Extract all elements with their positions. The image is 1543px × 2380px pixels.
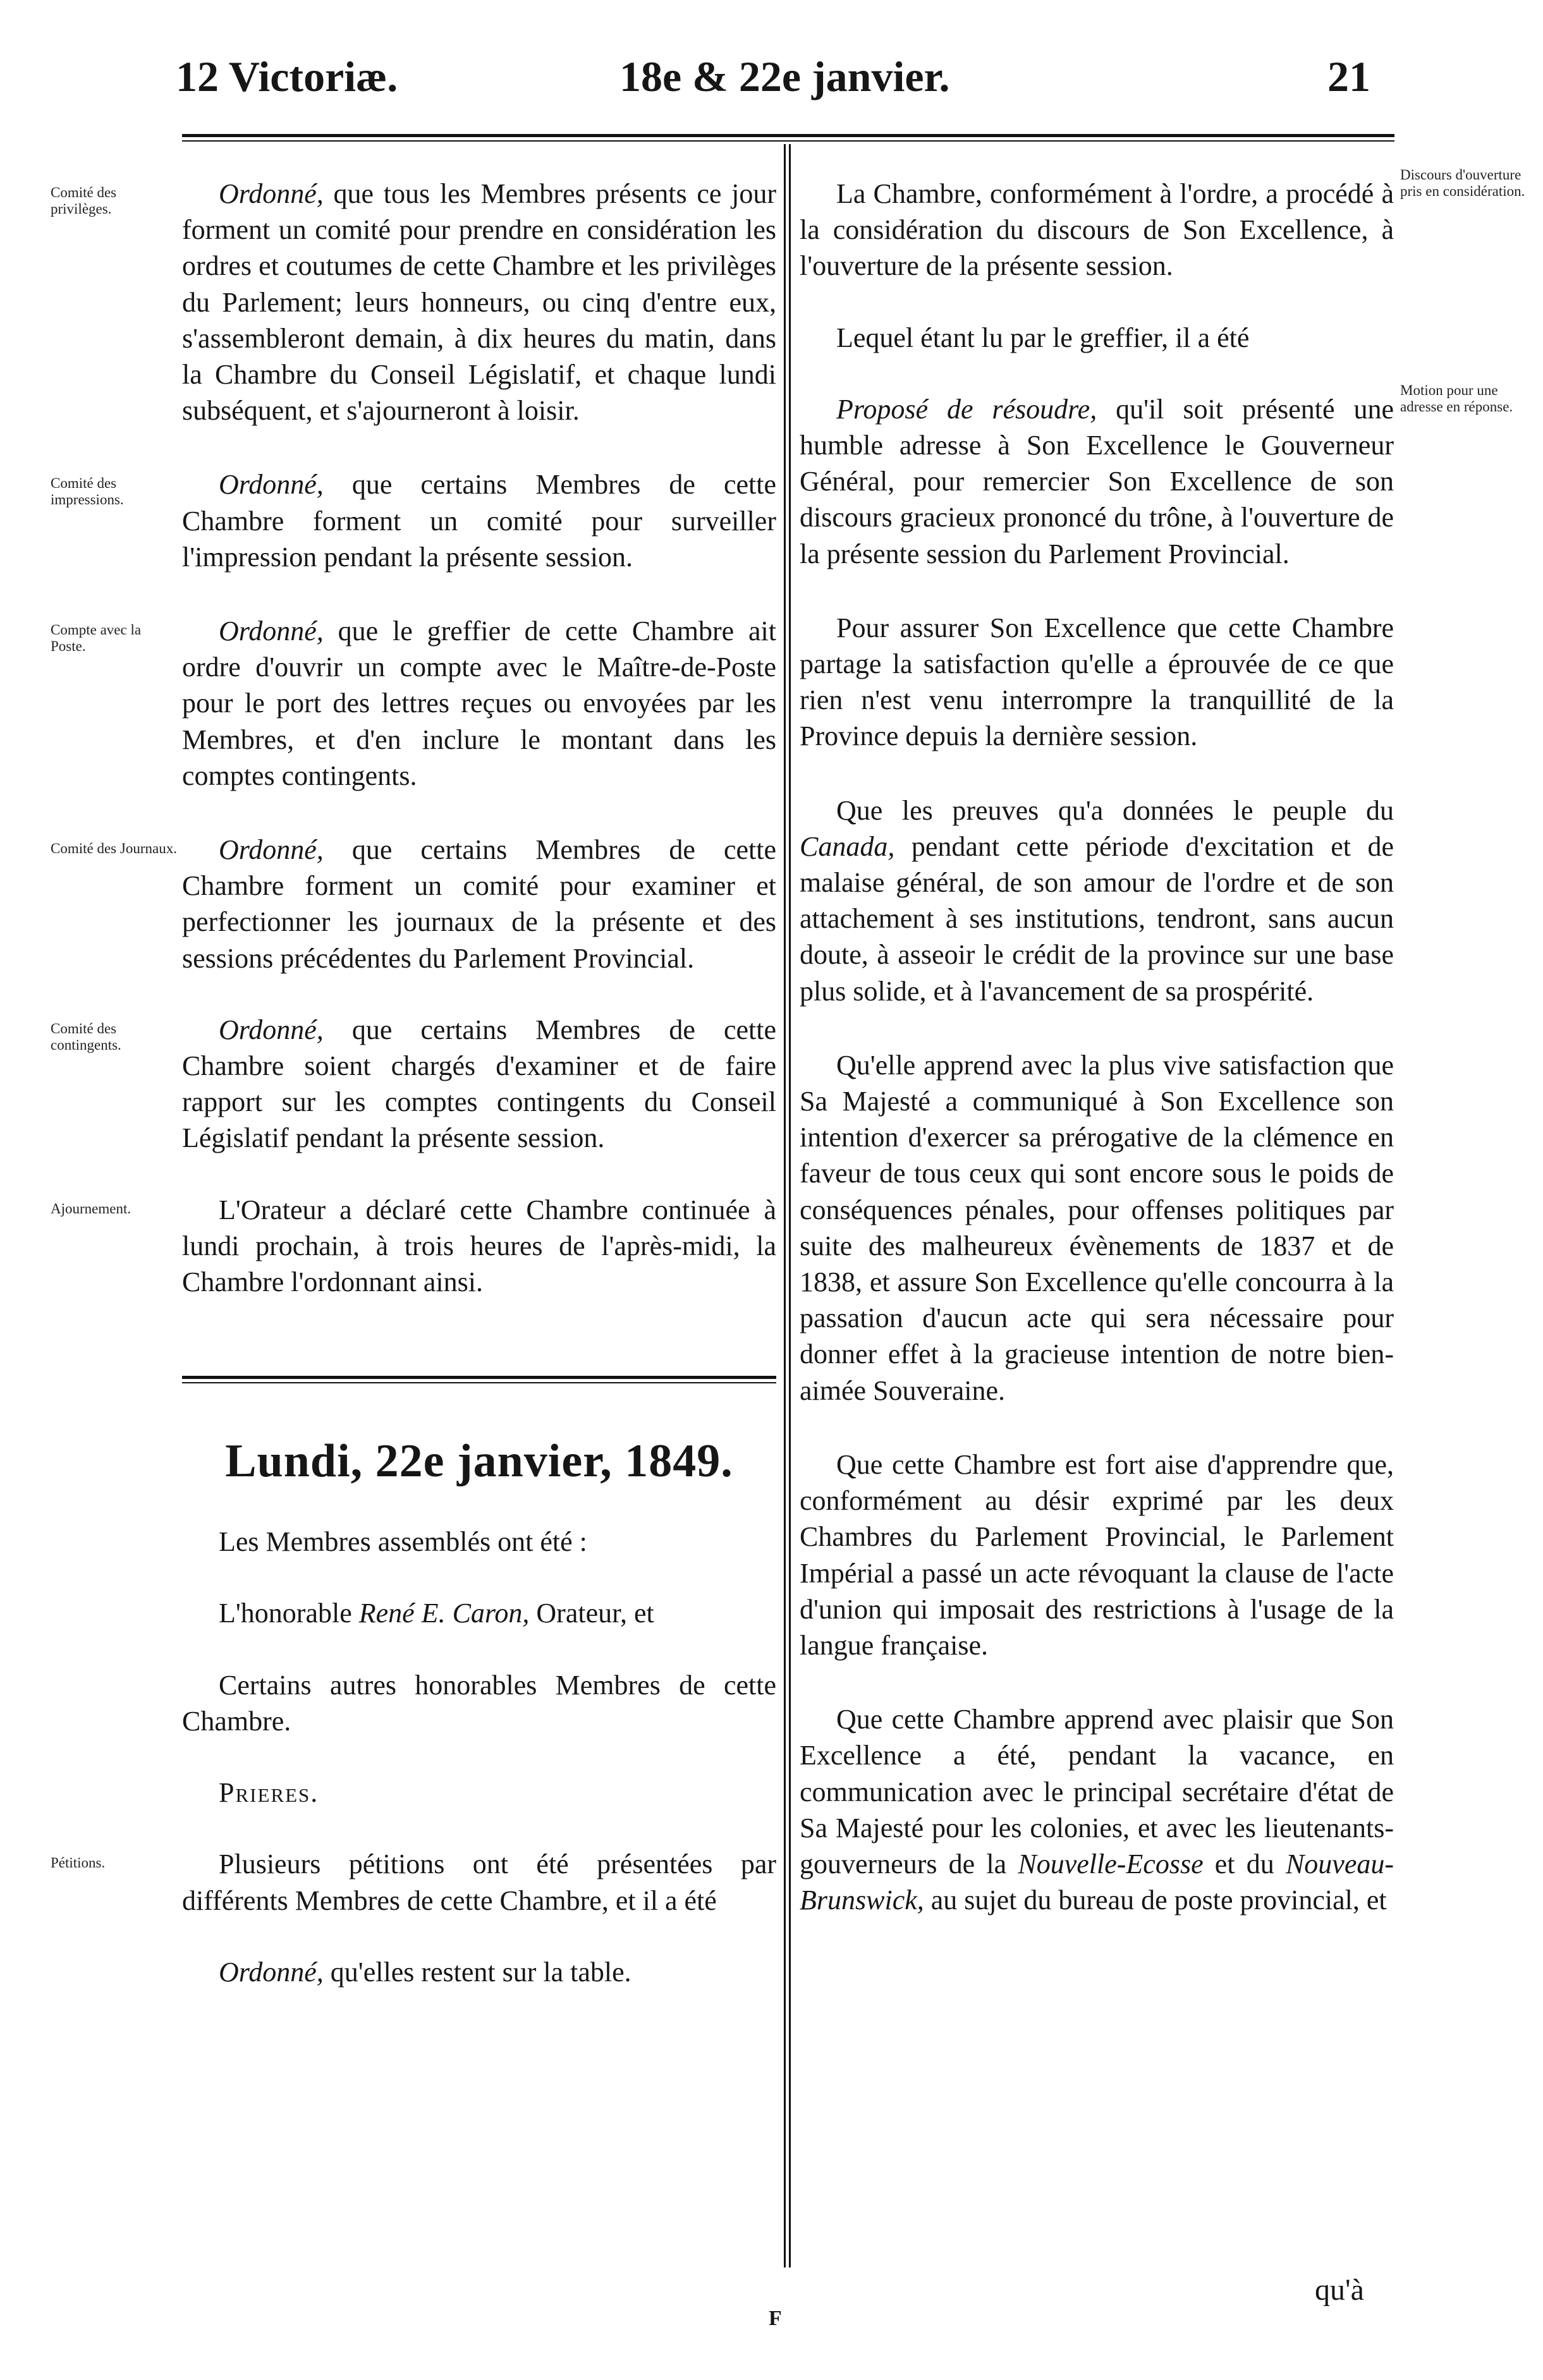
header-dates: 18e & 22e janvier. [619, 52, 950, 100]
order-text: qu'elles restent sur la table. [330, 1956, 631, 1988]
order-text: que le greffier de cette Chambre ait ordre d'ouvrir un compte avec le Maître-de-Poste pour le port des lettres reçues ou envoyées par les Membres, et d'en inclure le montant dans les comptes contingents. [182, 616, 776, 791]
address-post-office [800, 1701, 1394, 1918]
margin-note-contingents: Comité des contingents. [51, 1020, 121, 1053]
order-printing-committee [51, 466, 777, 575]
header-rule-thick [182, 134, 1394, 137]
address-motion [800, 382, 1513, 572]
header-rule-thin [182, 140, 1394, 142]
order-keyword: Ordonné, [219, 1014, 324, 1045]
address-canada-loyalty [800, 792, 1394, 1009]
loyalty-text-after: pendant cette période d'excitation et de malaise général, de son amour de l'ordre et de son attachement à ses institutions, tendront, sans aucun doute, à asseoir le crédit de la province sur une base plus solide, et à l'avancement de sa prospérité. [800, 830, 1394, 1007]
sitting-title: Lundi, 22e janvier, 1849. [225, 1435, 733, 1488]
page-number: 21 [1327, 52, 1370, 100]
members-assembled: Les Membres assemblés ont été : [219, 1526, 587, 1558]
section-rule-thin [182, 1382, 776, 1383]
margin-note-journals: Comité des Journaux. [51, 841, 177, 857]
section-rule-thick [182, 1376, 776, 1379]
post-text-middle: et du [1214, 1848, 1274, 1879]
margin-note-speech: Discours d'ouverture pris en considération. [1400, 167, 1525, 199]
order-text: que certains Membres de cette Chambre forment un comité pour examiner et perfectionner les journaux de la présente et des sessions précédentes du Parlement Provincial. [182, 834, 777, 974]
prayers-heading: Prieres. [219, 1777, 319, 1809]
margin-note-printing: Comité des impressions. [51, 475, 124, 508]
post-text-before: Que cette Chambre apprend avec plaisir que Son Excellence a été, pendant la vacance, en communication avec le principal secrétaire d'état de Sa Majesté pour les colonies, et avec les lieutenants-gouverneurs de la [800, 1704, 1394, 1879]
catchword: qu'à [1315, 2273, 1364, 2307]
order-journals-committee [51, 832, 777, 976]
order-privileges-committee [51, 176, 776, 428]
column-divider-left [784, 144, 786, 2268]
order-contingents-committee [51, 1012, 777, 1157]
order-text: que certains Membres de cette Chambre forment un comité pour surveiller l'impression pendant la présente session. [182, 469, 777, 573]
order-post-account [51, 613, 776, 794]
order-text: que tous les Membres présents ce jour forment un comité pour prendre en considération les ordres et coutumes de cette Chambre et les privilèges du Parlement; leurs honneurs, ou cinq d'entre eux, s'assembleront demain, à dix heures du matin, dans la Chambre du Conseil Législatif, et chaque lundi subséquent, et s'ajourneront à loisir. [182, 178, 776, 427]
header-regnal-year: 12 Victoriæ. [176, 52, 398, 100]
address-clemency: Qu'elle apprend avec la plus vive satisfaction que Sa Majesté a communiqué à Son Excellence son intention d'exercer sa prérogative de la clémence en faveur de tous ceux qui sont encore sous le poids de conséquences pénales, pour offenses politiques par suite des malheureux évènements de 1837 et de 1838, et assure Son Excellence qu'elle concourra à la passation d'aucun acte qui sera nécessaire pour donner effet à la gracieuse intention de notre bien-aimée Souveraine. [800, 1049, 1394, 1406]
canada-name: Canada, [800, 830, 895, 862]
margin-note-adjournment: Ajournement. [51, 1200, 131, 1217]
margin-note-post: Compte avec la Poste. [51, 622, 142, 655]
order-keyword: Ordonné, [219, 616, 324, 647]
speech-consideration [800, 167, 1525, 284]
margin-note-petitions: Pétitions. [51, 1855, 106, 1871]
running-header [0, 52, 1543, 109]
petitions-order [182, 1954, 776, 1990]
margin-note-motion: Motion pour une adresse en réponse. [1400, 382, 1513, 415]
order-text: que certains Membres de cette Chambre soient chargés d'examiner et de faire rapport sur les comptes contingents du Conseil Législatif pendant la présente session. [182, 1014, 777, 1154]
post-text-after: au sujet du bureau de poste provincial, et [930, 1885, 1387, 1916]
margin-note-privileges: Comité des privilèges. [51, 185, 117, 217]
speaker-suffix: Orateur, et [536, 1598, 654, 1629]
order-keyword: Ordonné, [219, 178, 324, 209]
order-keyword: Ordonné, [219, 469, 324, 501]
new-brunswick-name: Nouveau-Brunswick, [800, 1848, 1394, 1916]
adjournment-text: L'Orateur a déclaré cette Chambre continuée à lundi prochain, à trois heures de l'après-midi, la Chambre l'ordonnant ainsi. [182, 1194, 776, 1298]
speech-consideration-text: La Chambre, conformément à l'ordre, a procédé à la considération du discours de Son Excellence, à l'ouverture de la présente session. [800, 178, 1394, 282]
column-divider-right [789, 144, 791, 2268]
signature-mark: F [769, 2307, 782, 2330]
motion-keyword: Proposé de résoudre, [836, 393, 1097, 425]
speaker-name: René E. Caron, [358, 1598, 530, 1629]
speaker-prefix: L'honorable [219, 1598, 352, 1629]
address-french-language: Que cette Chambre est fort aise d'apprendre que, conformément au désir exprimé par les deux Chambres du Parlement Provincial, le Parlement Impérial a passé un acte révoquant la clause de l'acte d'union qui imposait des restrictions à l'usage de la langue française. [800, 1448, 1394, 1661]
read-by-clerk: Lequel étant lu par le greffier, il a été [836, 322, 1250, 353]
right-column [800, 167, 1525, 1918]
address-tranquility: Pour assurer Son Excellence que cette Chambre partage la satisfaction qu'elle a éprouvée de ce que rien n'est venu interrompre la tranquillité de la Province depuis la dernière session. [800, 612, 1394, 752]
left-column [51, 176, 777, 1990]
order-keyword: Ordonné, [219, 1956, 324, 1988]
petitions-text: Plusieurs pétitions ont été présentées par différents Membres de cette Chambre, et il a été [182, 1849, 776, 1916]
nova-scotia-name: Nouvelle-Ecosse [1018, 1848, 1204, 1879]
other-members: Certains autres honorables Membres de cette Chambre. [182, 1669, 776, 1737]
motion-text: qu'il soit présenté une humble adresse à Son Excellence le Gouverneur Général, pour remercier Son Excellence de son discours gracieux prononcé du trône, à l'ouverture de la présente session du Parlement Provincial. [800, 393, 1394, 569]
petitions-paragraph [51, 1846, 776, 1918]
loyalty-text-before: Que les preuves qu'a données le peuple du [836, 794, 1394, 826]
order-keyword: Ordonné, [219, 834, 324, 866]
speaker-line [182, 1595, 776, 1631]
adjournment-paragraph [51, 1192, 776, 1301]
